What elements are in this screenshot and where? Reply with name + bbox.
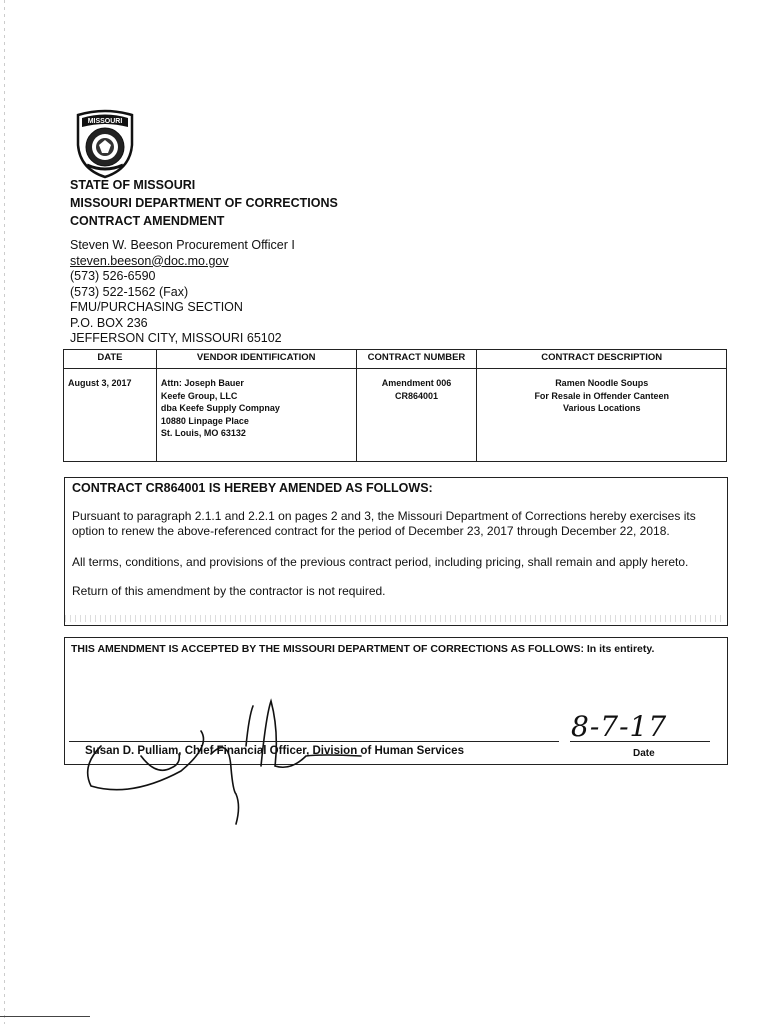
vendor-line: Attn: Joseph Bauer	[160, 378, 244, 388]
document-header	[70, 176, 338, 230]
acceptance-box	[64, 637, 728, 765]
description-line: For Resale in Offender Canteen	[534, 390, 669, 401]
cell-vendor	[156, 369, 356, 462]
header-doc-type: CONTRACT AMENDMENT	[70, 214, 225, 228]
handwritten-date: 8-7-17	[571, 710, 668, 743]
scan-noise-strip	[65, 615, 725, 622]
handwritten-signature-icon	[61, 676, 581, 796]
contact-city: JEFFERSON CITY, MISSOURI 65102	[70, 331, 282, 345]
amendment-title: CONTRACT CR864001 IS HEREBY AMENDED AS FOLLOWS:	[72, 481, 433, 495]
contact-phone: (573) 526-6590	[70, 269, 156, 283]
amendment-paragraph-terms: All terms, conditions, and provisions of the previous contract period, including pricing, shall remain and apply hereto.	[72, 555, 689, 569]
scan-corner-line	[0, 1016, 90, 1017]
vendor-line: dba Keefe Supply Compnay	[160, 403, 280, 413]
contract-info-table	[63, 349, 727, 462]
description-line: Ramen Noodle Soups	[555, 378, 649, 388]
contact-block	[70, 238, 295, 347]
table-row	[64, 369, 727, 462]
contact-name: Steven W. Beeson Procurement Officer I	[70, 238, 295, 252]
description-line: Various Locations	[562, 403, 641, 413]
cell-contract-number	[356, 369, 477, 462]
contact-po-box: P.O. BOX 236	[70, 315, 148, 330]
signature-line	[69, 741, 559, 742]
amendment-paragraph-return: Return of this amendment by the contractor is not required.	[72, 584, 386, 598]
contact-section: FMU/PURCHASING SECTION	[70, 300, 243, 314]
contract-id: CR864001	[394, 390, 438, 401]
vendor-line: 10880 Linpage Place	[160, 415, 249, 426]
signer-caption: Susan D. Pulliam, Chief Financial Officer, Division of Human Services	[85, 745, 464, 757]
missouri-corrections-seal-icon	[72, 107, 138, 179]
column-header-contract-number: CONTRACT NUMBER	[356, 350, 477, 369]
contract-amendment-number: Amendment 006	[381, 378, 452, 388]
amendment-paragraph-renewal: Pursuant to paragraph 2.1.1 and 2.2.1 on pages 2 and 3, the Missouri Department of Corrections hereby exercises its option to renew the above-referenced contract for the period of December 23, 2017 through December 22, 2018.	[72, 509, 696, 538]
date-line	[570, 741, 710, 742]
header-department: MISSOURI DEPARTMENT OF CORRECTIONS	[70, 196, 338, 210]
table-header-row	[64, 350, 727, 369]
column-header-date: DATE	[64, 350, 157, 369]
column-header-vendor: VENDOR IDENTIFICATION	[156, 350, 356, 369]
cell-description	[477, 369, 727, 462]
column-header-description: CONTRACT DESCRIPTION	[477, 350, 727, 369]
contact-fax: (573) 522-1562 (Fax)	[70, 284, 189, 299]
header-state: STATE OF MISSOURI	[70, 178, 196, 192]
scan-margin-line	[4, 0, 5, 1024]
vendor-line: Keefe Group, LLC	[160, 390, 238, 401]
amendment-box	[64, 477, 728, 626]
vendor-line: St. Louis, MO 63132	[160, 428, 246, 438]
date-label: Date	[633, 748, 655, 759]
contact-email-link[interactable]: steven.beeson@doc.mo.gov	[70, 253, 229, 268]
cell-date: August 3, 2017	[64, 369, 157, 462]
acceptance-title: THIS AMENDMENT IS ACCEPTED BY THE MISSOURI DEPARTMENT OF CORRECTIONS AS FOLLOWS: In its entirety.	[71, 643, 655, 655]
seal-text: MISSOURI	[87, 118, 123, 125]
